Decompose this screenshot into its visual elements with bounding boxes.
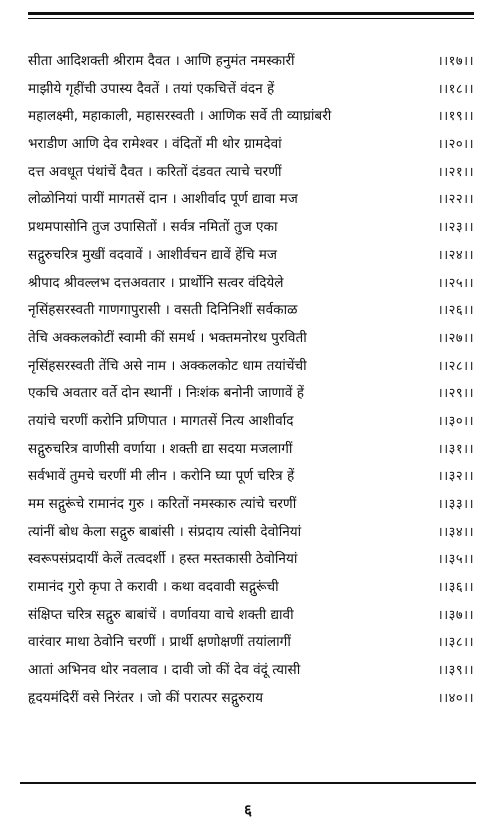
verse-text: त्यांनीं बोध केला सद्गुरु बाबांसी । संप्रदाय त्यांसी देवोनियां [28,523,302,540]
verse-text: सद्गुरुचरित्र वाणीसी वर्णाया । शक्ती द्या सदया मजलागीं [28,440,293,457]
verse-number: ।।२५।। [437,275,474,291]
verse-line [28,325,474,353]
verse-line [28,131,474,159]
verse-text: प्रथमपासोनि तुज उपासितों । सर्वत्र नमितों तुज एका [28,219,278,236]
verse-text: नृसिंहसरस्वती गाणगापुरासी । वसती दिनिनिशीं सर्वकाळ [28,302,298,319]
verse-line [28,519,474,547]
bottom-rule [20,782,476,784]
verse-number: ।।३४।। [437,524,474,540]
verse-number: ।।२२।। [437,192,474,208]
verse-number: ।।२८।। [437,358,474,374]
verse-number: ।।२४।। [437,247,474,263]
verse-text: सर्वभावें तुमचे चरणीं मी लीन । करोनि घ्या पूर्ण चरित्र हें [28,468,295,485]
verse-line [28,574,474,602]
verse-line [28,297,474,325]
verse-line [28,491,474,519]
page-number: ६ [244,801,252,819]
verse-number: ।।१८।। [437,81,474,97]
verse-line [28,242,474,270]
verse-text: नृसिंहसरस्वती तेंचि असे नाम । अक्कलकोट धाम तयांचेंची [28,357,307,374]
verse-line [28,186,474,214]
verse-text: दत्त अवधूत पंथांचें दैवत । करितों दंडवत त्याचे चरणीं [28,163,282,180]
verse-text: तेचि अक्कलकोटीं स्वामी कीं समर्थ । भक्तमनोरथ पुरविती [28,329,307,346]
verse-text: हृदयमंदिरीं वसे निरंतर । जो कीं परात्पर सद्गुरुराय [28,689,264,706]
verse-number: ।।१७।। [437,54,474,69]
verse-text: महालक्ष्मी, महाकाली, महासरस्वती । आणिक सर्वे ती व्याघ्रांबरी [28,108,332,125]
top-rule-thin [28,18,474,19]
verse-number: ।।३२।। [437,469,474,485]
verse-number: ।।२१।। [437,164,474,180]
top-rule [28,12,474,15]
verse-number: ।।२३।। [437,220,474,236]
verse-number: ।।२०।। [437,137,474,153]
verse-number: ।।२९।। [437,386,474,402]
verse-number: ।।३५।। [437,552,474,568]
verse-number: ।।३१।। [437,441,474,457]
verse-line [28,380,474,408]
verse-text: सीता आदिशक्ती श्रीराम दैवत । आणि हनुमंत नमस्कारीं [28,53,295,69]
verse-text: सद्गुरुचरित्र मुखीं वदवावें । आशीर्वचन द्यावें हेंचि मज [28,246,277,263]
verse-line [28,270,474,298]
verse-number: ।।१९।। [437,109,474,125]
verse-number: ।।३७।। [437,607,474,623]
verse-number: ।।३०।। [437,413,474,429]
verse-number: ।।२७।। [437,330,474,346]
verse-line [28,353,474,381]
verse-line [28,463,474,491]
verse-line [28,436,474,464]
verse-text: वारंवार माथा ठेवोनि चरणीं । प्रार्थी क्षणोक्षणीं तयांलागीं [28,634,291,651]
verse-line [28,103,474,131]
verse-line [28,48,474,76]
verse-line [28,602,474,630]
verse-line [28,76,474,104]
verse-line [28,408,474,436]
verse-line [28,685,474,713]
verse-text: भराडीण आणि देव रामेश्वर । वंदितों मी थोर ग्रामदेवां [28,136,282,153]
verse-list [28,48,474,713]
verse-line [28,657,474,685]
verse-text: श्रीपाद श्रीवल्लभ दत्तअवतार । प्रार्थोनि सत्वर वंदियेले [28,274,284,291]
verse-number: ।।३८।। [437,635,474,651]
verse-line [28,629,474,657]
verse-number: ।।३६।। [437,580,474,596]
verse-line [28,159,474,187]
verse-text: लोळोनियां पायीं मागतसें दान । आशीर्वाद पूर्ण द्यावा मज [28,191,298,208]
verse-text: एकचि अवतार वर्ते दोन स्थानीं । निःशंक बनोनी जाणावें हें [28,385,304,402]
verse-number: ।।२६।। [437,303,474,319]
verse-text: आतां अभिनव थोर नवलाव । दावी जो कीं देव वंदूं त्यासी [28,662,301,679]
verse-number: ।।३३।। [437,497,474,512]
verse-text: संक्षिप्त चरित्र सद्गुरु बाबांचें । वर्णावया वाचे शक्ती द्यावी [28,606,294,623]
verse-text: तयांचे चरणीं करोनि प्रणिपात । मागतसें नित्य आशीर्वाद [28,412,294,429]
verse-text: स्वरूपसंप्रदायीं केलें तत्वदर्शी । हस्त मस्तकासी ठेवोनियां [28,551,298,568]
verse-number: ।।४०।। [437,690,474,706]
verse-text: रामानंद गुरो कृपा ते करावी । कथा वदवावी सद्गुरूंची [28,579,279,596]
verse-text: मम सद्गुरूंचे रामानंद गुरु । करितों नमस्कारु त्यांचे चरणीं [28,496,297,512]
verse-line [28,214,474,242]
verse-number: ।।३९।। [437,663,474,679]
verse-text: माझीये गृहींची उपास्य दैवतें । तयां एकचित्तें वंदन हें [28,80,275,97]
verse-line [28,546,474,574]
